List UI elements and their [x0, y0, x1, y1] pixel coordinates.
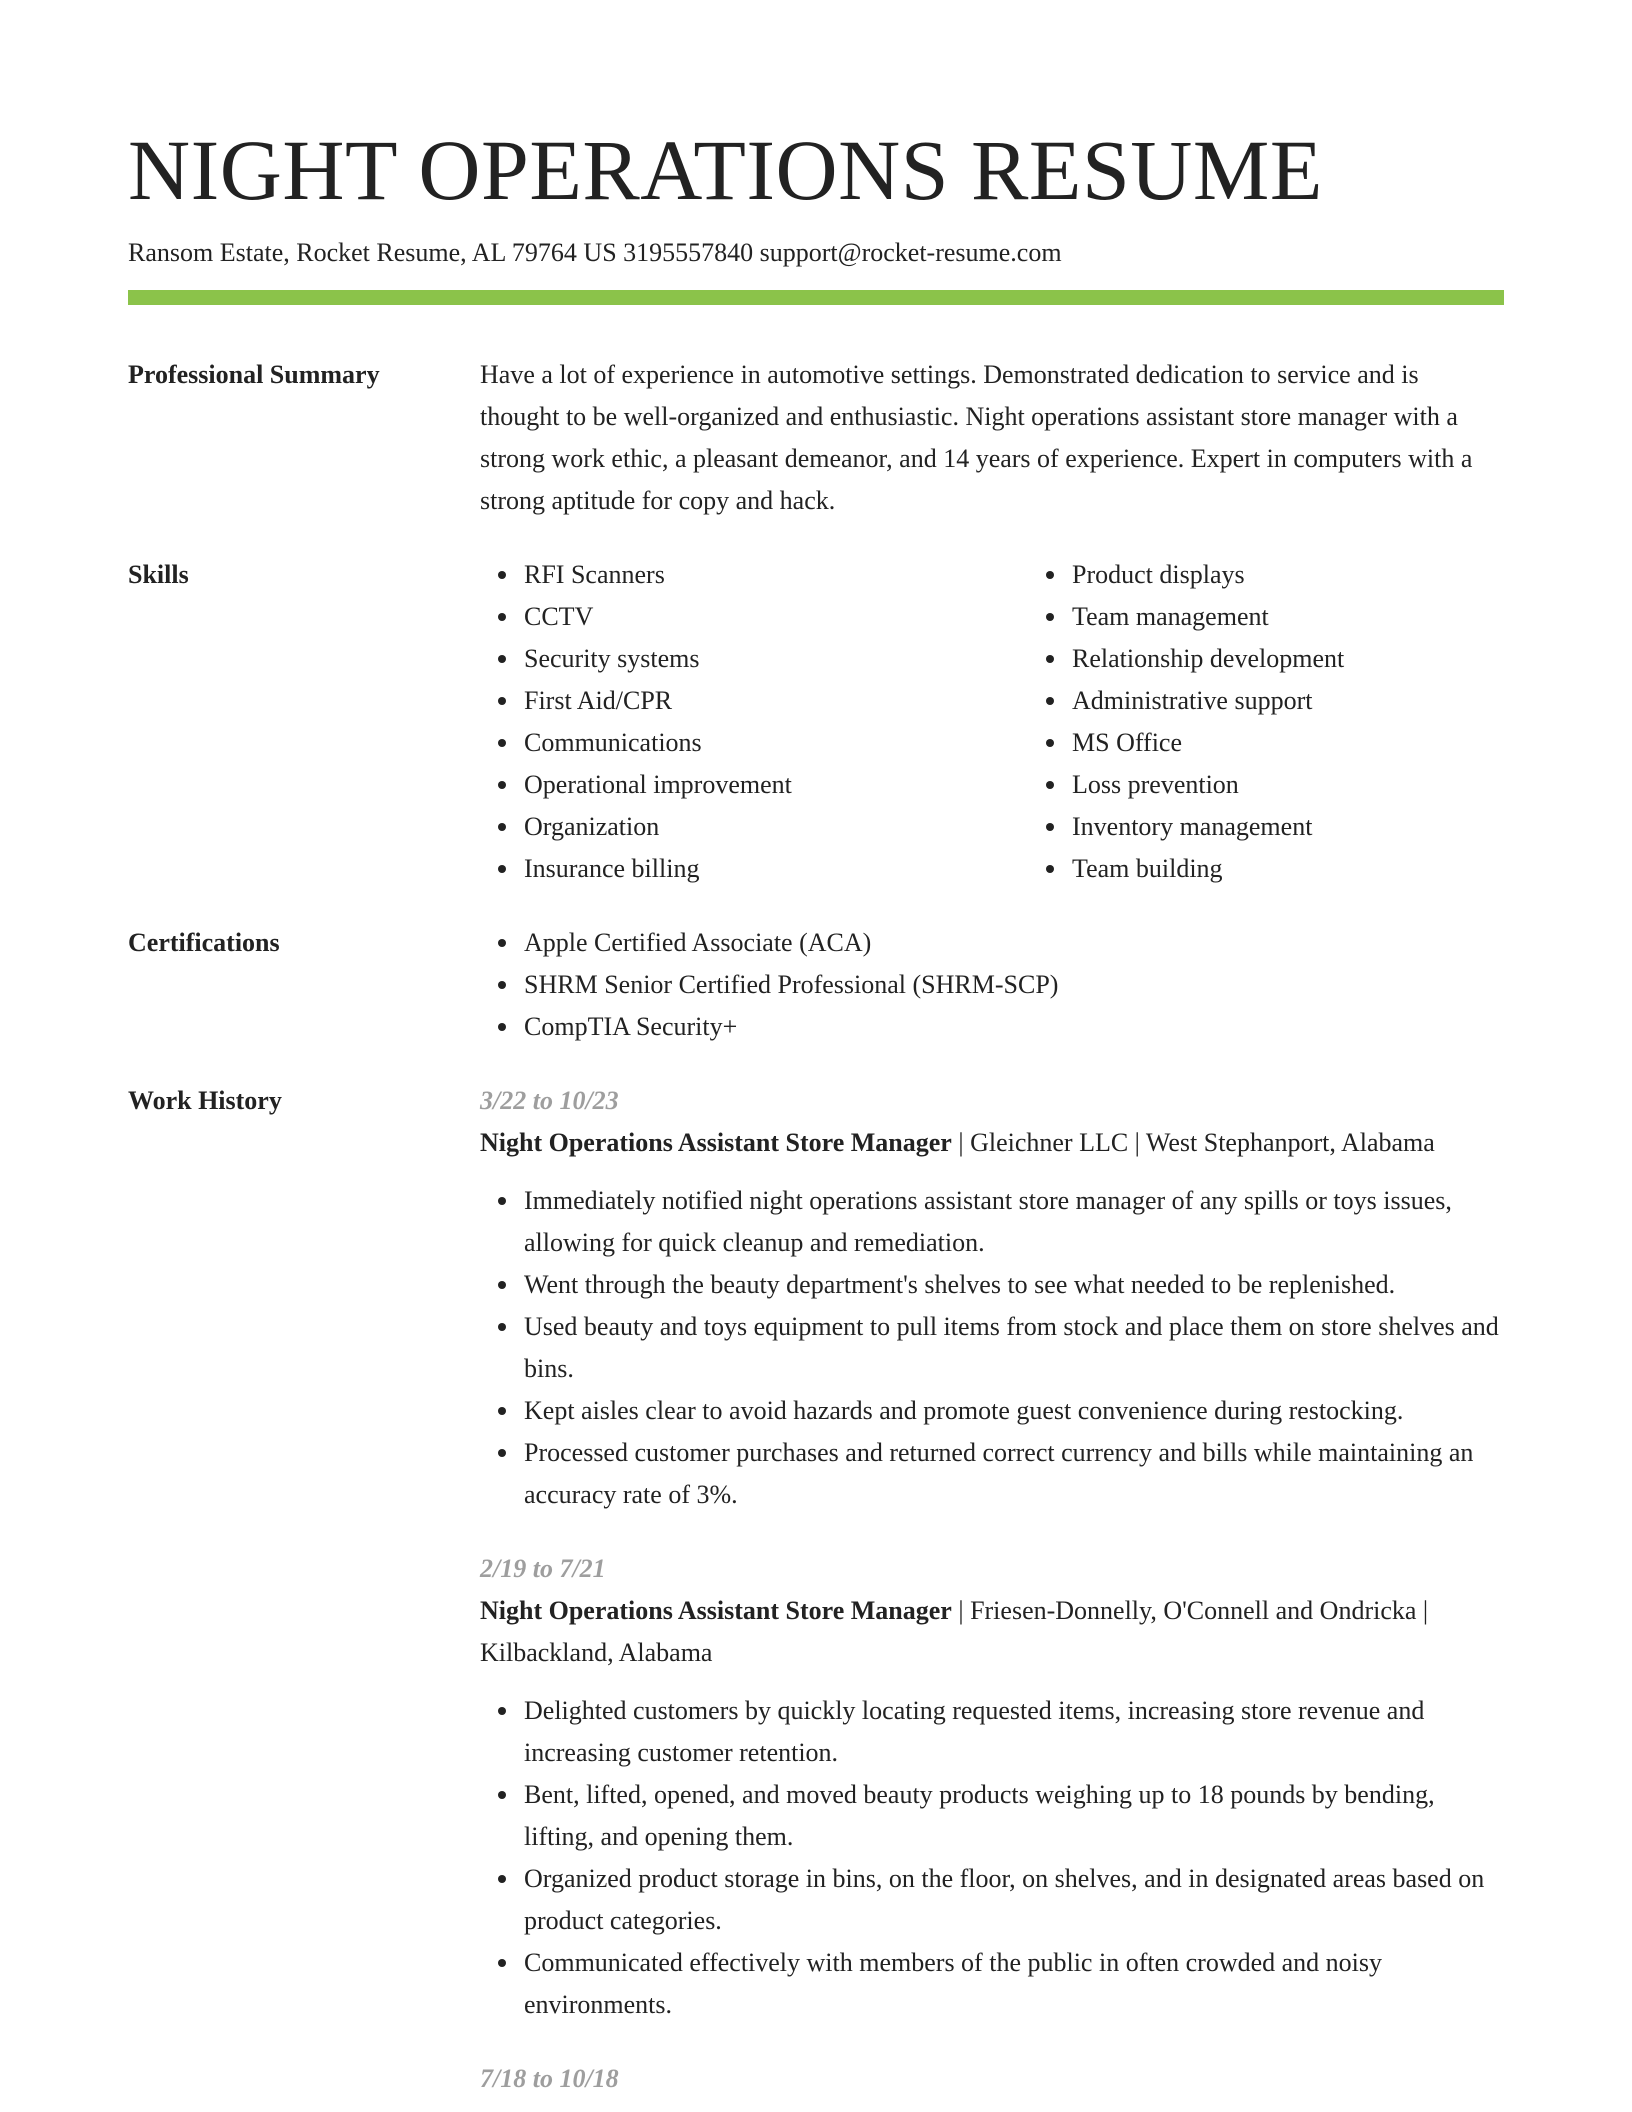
skill-item: Organization: [524, 806, 1028, 848]
skill-item: Loss prevention: [1072, 764, 1552, 806]
contact-email[interactable]: support@rocket-resume.com: [759, 238, 1062, 267]
section-heading-work-history: Work History: [128, 1086, 282, 1115]
skill-item: MS Office: [1072, 722, 1552, 764]
contact-address: Ransom Estate, Rocket Resume, AL 79764 US: [128, 238, 617, 267]
certification-item: CompTIA Security+: [524, 1006, 1504, 1048]
job-dates: 7/18 to 10/18: [480, 2064, 619, 2093]
job-details: | Gleichner LLC | West Stephanport, Alabama: [951, 1128, 1435, 1157]
certification-item: Apple Certified Associate (ACA): [524, 922, 1504, 964]
contact-phone: 3195557840: [623, 238, 754, 267]
skill-item: First Aid/CPR: [524, 680, 1028, 722]
skill-item: Inventory management: [1072, 806, 1552, 848]
resume-page: [128, 0, 1504, 2100]
skill-item: Administrative support: [1072, 680, 1552, 722]
work-history-section: [128, 1080, 1504, 2100]
section-heading-skills: Skills: [128, 560, 189, 589]
job-bullet: Immediately notified night operations assistant store manager of any spills or toys issues, allowing for quick cleanup and remediation.: [524, 1180, 1504, 1264]
job-details: | Friesen-Donnelly, O'Connell and Ondricka | Kilbackland, Alabama: [480, 1596, 1429, 1667]
skills-grid: [480, 554, 1552, 890]
job-bullets: [480, 1690, 1504, 2026]
job-heading: [480, 1590, 1504, 1674]
skills-section: [128, 554, 1504, 890]
job-entry: [480, 1548, 1504, 2026]
certifications-list: [480, 922, 1504, 1048]
skill-item: Relationship development: [1072, 638, 1552, 680]
job-bullet: Processed customer purchases and returned correct currency and bills while maintaining an accuracy rate of 3%.: [524, 1432, 1504, 1516]
job-dates: 3/22 to 10/23: [480, 1086, 619, 1115]
job-bullet: Kept aisles clear to avoid hazards and promote guest convenience during restocking.: [524, 1390, 1504, 1432]
certifications-section: [128, 922, 1504, 1048]
job-bullet: Bent, lifted, opened, and moved beauty products weighing up to 18 pounds by bending, lifting, and opening them.: [524, 1774, 1504, 1858]
skill-item: Insurance billing: [524, 848, 1028, 890]
certification-item: SHRM Senior Certified Professional (SHRM-SCP): [524, 964, 1504, 1006]
job-entry: [480, 2058, 1504, 2100]
skill-item: Security systems: [524, 638, 1028, 680]
job-entry: [480, 1080, 1504, 1516]
job-bullet: Organized product storage in bins, on the floor, on shelves, and in designated areas based on product categories.: [524, 1858, 1504, 1942]
skill-item: RFI Scanners: [524, 554, 1028, 596]
skill-item: CCTV: [524, 596, 1028, 638]
job-title: Night Operations Assistant Store Manager: [480, 1128, 952, 1157]
summary-text: Have a lot of experience in automotive settings. Demonstrated dedication to service and is thought to be well-organized and enthusiastic. Night operations assistant store manager with a strong work ethic, a pleasant demeanor, and 14 years of experience. Expert in computers with a strong aptitude for copy and hack.: [480, 360, 1473, 515]
job-bullet: Went through the beauty department's shelves to see what needed to be replenished.: [524, 1264, 1504, 1306]
job-title: Night Operations Assistant Store Manager: [480, 1596, 952, 1625]
job-dates: 2/19 to 7/21: [480, 1554, 606, 1583]
summary-section: [128, 354, 1504, 522]
skills-list-right: [1028, 554, 1552, 890]
skill-item: Communications: [524, 722, 1028, 764]
skill-item: Team management: [1072, 596, 1552, 638]
contact-line: [128, 236, 1504, 270]
job-bullets: [480, 1180, 1504, 1516]
section-heading-summary: Professional Summary: [128, 360, 380, 389]
skill-item: Team building: [1072, 848, 1552, 890]
job-bullet: Used beauty and toys equipment to pull items from stock and place them on store shelves and bins.: [524, 1306, 1504, 1390]
section-heading-certifications: Certifications: [128, 928, 280, 957]
accent-divider: [128, 290, 1504, 305]
skills-list-left: [480, 554, 1028, 890]
skill-item: Operational improvement: [524, 764, 1028, 806]
job-bullet: Communicated effectively with members of the public in often crowded and noisy environments.: [524, 1942, 1504, 2026]
skill-item: Product displays: [1072, 554, 1552, 596]
job-heading: [480, 1122, 1504, 1164]
resume-title: NIGHT OPERATIONS RESUME: [128, 122, 1323, 218]
job-bullet: Delighted customers by quickly locating requested items, increasing store revenue and increasing customer retention.: [524, 1690, 1504, 1774]
